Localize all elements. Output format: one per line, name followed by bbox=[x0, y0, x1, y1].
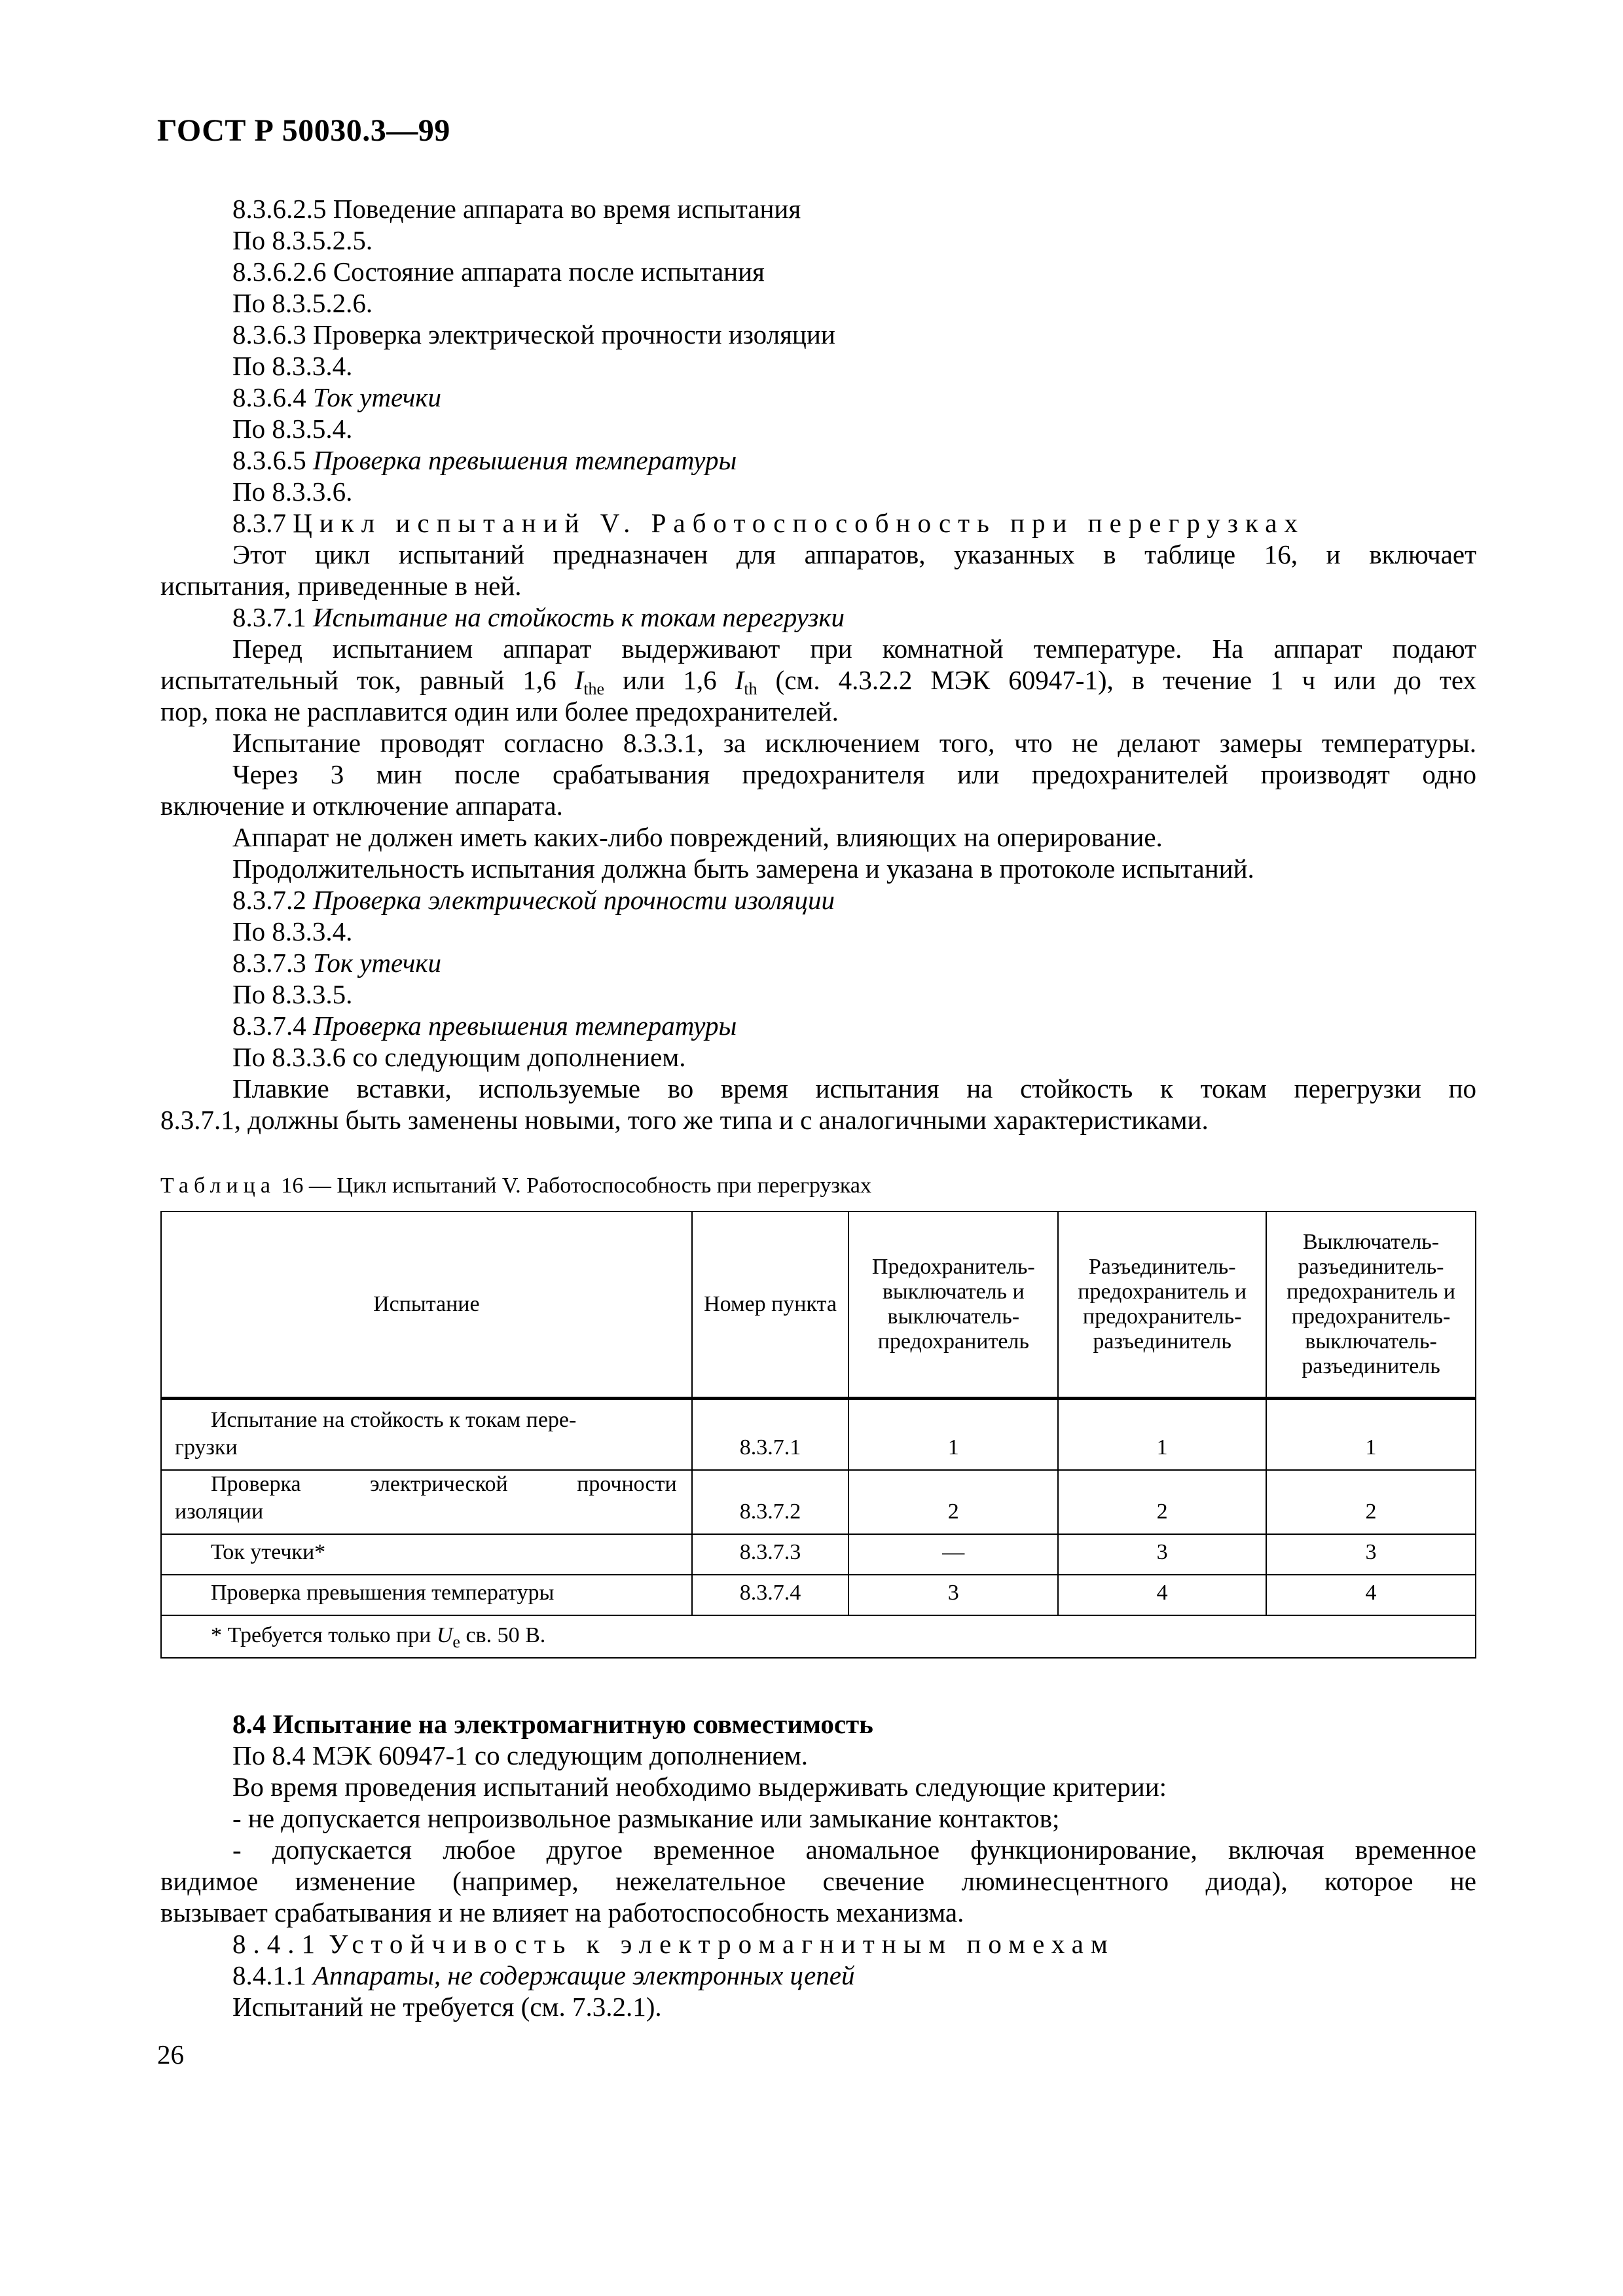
clause-8-3-7-4: 8.3.7.4 Проверка превышения температуры bbox=[232, 1011, 737, 1041]
paragraph-line: Через 3 мин после срабатывания предохранителя или предохранителей производят одно bbox=[232, 759, 1476, 789]
paragraph-line: Аппарат не должен иметь каких-либо повреждений, влияющих на оперирование. bbox=[232, 822, 1163, 852]
table-cell: Проверка электрической прочности изоляции bbox=[161, 1470, 692, 1534]
paragraph-line: 8.3.7.1, должны быть заменены новыми, того же типа и с аналогичными характеристиками. bbox=[160, 1105, 1209, 1135]
column-header: Выключатель-разъединитель-предохранитель и предохранитель-выключатель-разъединитель bbox=[1266, 1211, 1476, 1398]
text-line: По 8.3.3.5. bbox=[232, 979, 353, 1009]
table-footnote: * Требуется только при $U_e$ св. 50 В. bbox=[161, 1615, 1476, 1658]
list-item: - не допускается непроизвольное размыкание или замыкание контактов; bbox=[232, 1803, 1060, 1833]
text-line: По 8.3.5.2.6. bbox=[232, 288, 373, 318]
column-header: Предохранитель-выключатель и выключатель-предохранитель bbox=[848, 1211, 1058, 1398]
clause-8-3-7-2: 8.3.7.2 Проверка электрической прочности изоляции bbox=[232, 885, 835, 915]
table-row bbox=[161, 1470, 1476, 1534]
table-cell: 2 bbox=[1266, 1470, 1476, 1534]
table-cell: Ток утечки* bbox=[161, 1534, 692, 1575]
table-cell: 3 bbox=[848, 1575, 1058, 1615]
paragraph-line: Перед испытанием аппарат выдерживают при комнатной температуре. На аппарат подают bbox=[232, 634, 1476, 664]
clause-8-3-7-3: 8.3.7.3 Ток утечки bbox=[232, 948, 441, 978]
paragraph-line: Испытаний не требуется (см. 7.3.2.1). bbox=[232, 1992, 662, 2022]
paragraph-line: Этот цикл испытаний предназначен для аппаратов, указанных в таблице 16, и включает bbox=[232, 539, 1476, 569]
column-header: Номер пункта bbox=[692, 1211, 849, 1398]
paragraph-line: испытания, приведенные в ней. bbox=[160, 571, 522, 601]
text-line: По 8.3.5.2.5. bbox=[232, 225, 373, 255]
table-cell: 8.3.7.3 bbox=[692, 1534, 849, 1575]
table-cell: 1 bbox=[1058, 1398, 1266, 1470]
table-cell: 4 bbox=[1266, 1575, 1476, 1615]
table-caption: Таблица 16 — Цикл испытаний V. Работоспособность при перегрузках bbox=[160, 1174, 872, 1198]
text-line: По 8.3.3.6. bbox=[232, 476, 353, 507]
test-cycle-table bbox=[160, 1211, 1476, 1659]
clause-8-4-1: 8.4.1 Устойчивость к электромагнитным помехам bbox=[232, 1929, 1115, 1959]
text-line: По 8.3.5.4. bbox=[232, 414, 353, 444]
table-cell: 3 bbox=[1058, 1534, 1266, 1575]
column-header: Разъединитель-предохранитель и предохранитель-разъединитель bbox=[1058, 1211, 1266, 1398]
paragraph-line: пор, пока не расплавится один или более предохранителей. bbox=[160, 696, 839, 726]
table-row bbox=[161, 1534, 1476, 1575]
paragraph-line: испытательный ток, равный 1,6 $I_{the}$ или 1,6 $I_{th}$ (см. 4.3.2.2 МЭК 60947-1), в течение 1 ч или до тех bbox=[160, 665, 1476, 698]
paragraph-line: По 8.4 МЭК 60947-1 со следующим дополнением. bbox=[232, 1740, 808, 1770]
clause-8-3-7: 8.3.7 Цикл испытаний V. Работоспособность при перегрузках bbox=[232, 508, 1305, 538]
paragraph-line: видимое изменение (например, нежелательное свечение люминесцентного диода), которое не bbox=[160, 1866, 1476, 1896]
paragraph-line: Во время проведения испытаний необходимо выдерживать следующие критерии: bbox=[232, 1772, 1167, 1802]
table-row bbox=[161, 1575, 1476, 1615]
text-line: По 8.3.3.6 со следующим дополнением. bbox=[232, 1042, 686, 1072]
clause-8-3-6-5: 8.3.6.5 Проверка превышения температуры bbox=[232, 445, 737, 475]
table-footnote-row bbox=[161, 1615, 1476, 1658]
page-number: 26 bbox=[157, 2039, 184, 2070]
paragraph-line: Плавкие вставки, используемые во время испытания на стойкость к токам перегрузки по bbox=[232, 1073, 1476, 1103]
document-header: ГОСТ Р 50030.3—99 bbox=[157, 113, 450, 148]
table-cell: 1 bbox=[848, 1398, 1058, 1470]
table-cell: 4 bbox=[1058, 1575, 1266, 1615]
paragraph-line: вызывает срабатывания и не влияет на работоспособность механизма. bbox=[160, 1897, 964, 1928]
table-cell: 8.3.7.1 bbox=[692, 1398, 849, 1470]
table-cell: 8.3.7.4 bbox=[692, 1575, 849, 1615]
clause-8-3-7-1: 8.3.7.1 Испытание на стойкость к токам перегрузки bbox=[232, 602, 845, 632]
clause-8-3-6-3: 8.3.6.3 Проверка электрической прочности изоляции bbox=[232, 319, 835, 350]
table-cell: Испытание на стойкость к токам пере- грузки bbox=[161, 1398, 692, 1470]
column-header: Испытание bbox=[161, 1211, 692, 1398]
paragraph-line: включение и отключение аппарата. bbox=[160, 791, 563, 821]
paragraph-line: Продолжительность испытания должна быть замерена и указана в протоколе испытаний. bbox=[232, 853, 1254, 884]
paragraph-line: Испытание проводят согласно 8.3.3.1, за исключением того, что не делают замеры температуры. bbox=[232, 728, 1476, 758]
table-cell: — bbox=[848, 1534, 1058, 1575]
clause-8-4-1-1: 8.4.1.1 Аппараты, не содержащие электронных цепей bbox=[232, 1960, 855, 1990]
table-row bbox=[161, 1398, 1476, 1470]
table-cell: 2 bbox=[1058, 1470, 1266, 1534]
clause-8-3-6-2-5: 8.3.6.2.5 Поведение аппарата во время испытания bbox=[232, 194, 801, 224]
clause-8-3-6-4: 8.3.6.4 Ток утечки bbox=[232, 382, 441, 412]
text-line: По 8.3.3.4. bbox=[232, 351, 353, 381]
text-line: По 8.3.3.4. bbox=[232, 916, 353, 946]
section-title: 8.4 Испытание на электромагнитную совместимость bbox=[232, 1709, 873, 1739]
table-cell: 1 bbox=[1266, 1398, 1476, 1470]
table-cell: 8.3.7.2 bbox=[692, 1470, 849, 1534]
clause-8-3-6-2-6: 8.3.6.2.6 Состояние аппарата после испытания bbox=[232, 257, 765, 287]
table-cell: 3 bbox=[1266, 1534, 1476, 1575]
list-item: - допускается любое другое временное аномальное функционирование, включая временное bbox=[232, 1835, 1476, 1865]
table-cell: Проверка превышения температуры bbox=[161, 1575, 692, 1615]
table-cell: 2 bbox=[848, 1470, 1058, 1534]
table-header-row bbox=[161, 1211, 1476, 1398]
